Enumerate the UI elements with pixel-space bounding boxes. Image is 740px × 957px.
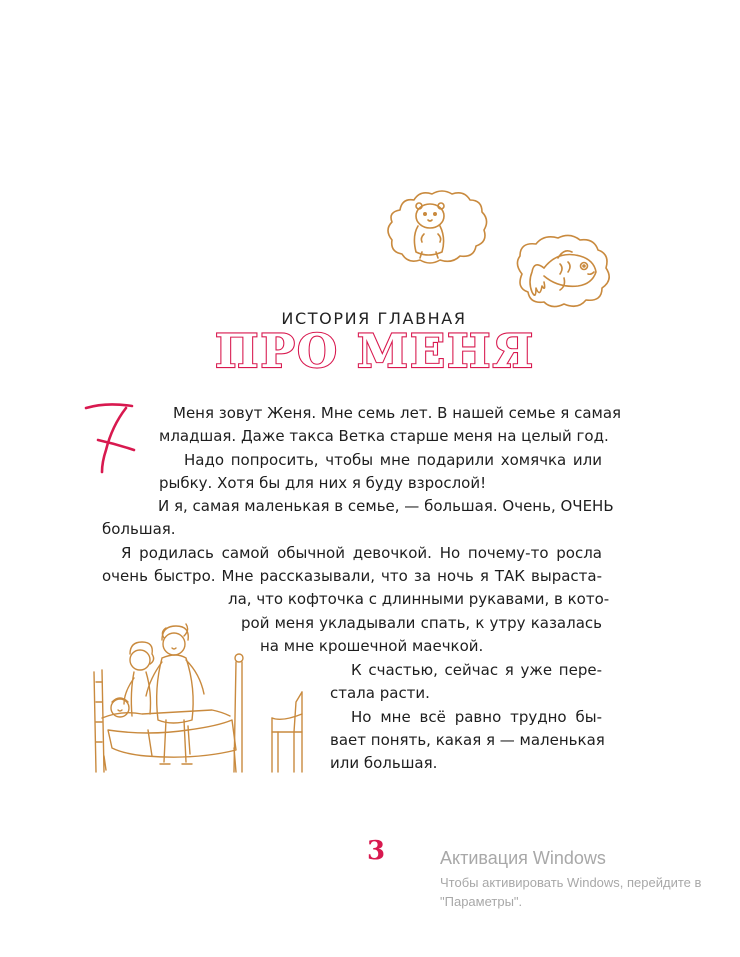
- windows-activation-line: Чтобы активировать Windows, перейдите в: [440, 875, 702, 890]
- body-line: младшая. Даже такса Ветка старше меня на целый год.: [159, 427, 609, 445]
- body-line: стала расти.: [330, 684, 430, 702]
- body-line: рыбку. Хотя бы для них я буду взрослой!: [159, 474, 487, 492]
- body-line: на мне крошечной маечкой.: [260, 637, 484, 655]
- body-line: Надо попросить, чтобы мне подарили хомячка или: [184, 451, 602, 469]
- chapter-number-seven: [82, 398, 138, 474]
- goldfish-icon: [508, 232, 614, 316]
- body-line: Но мне всё равно трудно бы-: [351, 708, 602, 726]
- family-bedroom-illustration: [88, 622, 310, 778]
- body-line: Я родилась самой обычной девочкой. Но почему-то росла: [121, 544, 602, 562]
- body-line: очень быстро. Мне рассказывали, что за ночь я ТАК выраста-: [102, 567, 602, 585]
- chapter-title-text: ПРО МЕНЯ: [214, 324, 536, 378]
- hamster-icon: [386, 190, 490, 272]
- chapter-subtitle: ИСТОРИЯ ГЛАВНАЯ: [281, 309, 467, 328]
- body-line: ла, что кофточка с длинными рукавами, в кото-: [228, 590, 610, 608]
- windows-activation-title: Активация Windows: [440, 848, 606, 868]
- body-line: большая.: [102, 520, 176, 538]
- body-line: или большая.: [330, 754, 438, 772]
- chapter-title: [0, 324, 740, 378]
- body-line: И я, самая маленькая в семье, — большая. Очень, ОЧЕНЬ: [158, 497, 614, 515]
- windows-activation-line: "Параметры".: [440, 894, 523, 909]
- page-number: 3: [366, 836, 386, 866]
- body-line: Меня зовут Женя. Мне семь лет. В нашей семье я самая: [173, 404, 622, 422]
- body-line: рой меня укладывали спать, к утру казалась: [241, 614, 602, 632]
- body-line: вает понять, какая я — маленькая: [330, 731, 605, 749]
- body-line: К счастью, сейчас я уже пере-: [351, 661, 602, 679]
